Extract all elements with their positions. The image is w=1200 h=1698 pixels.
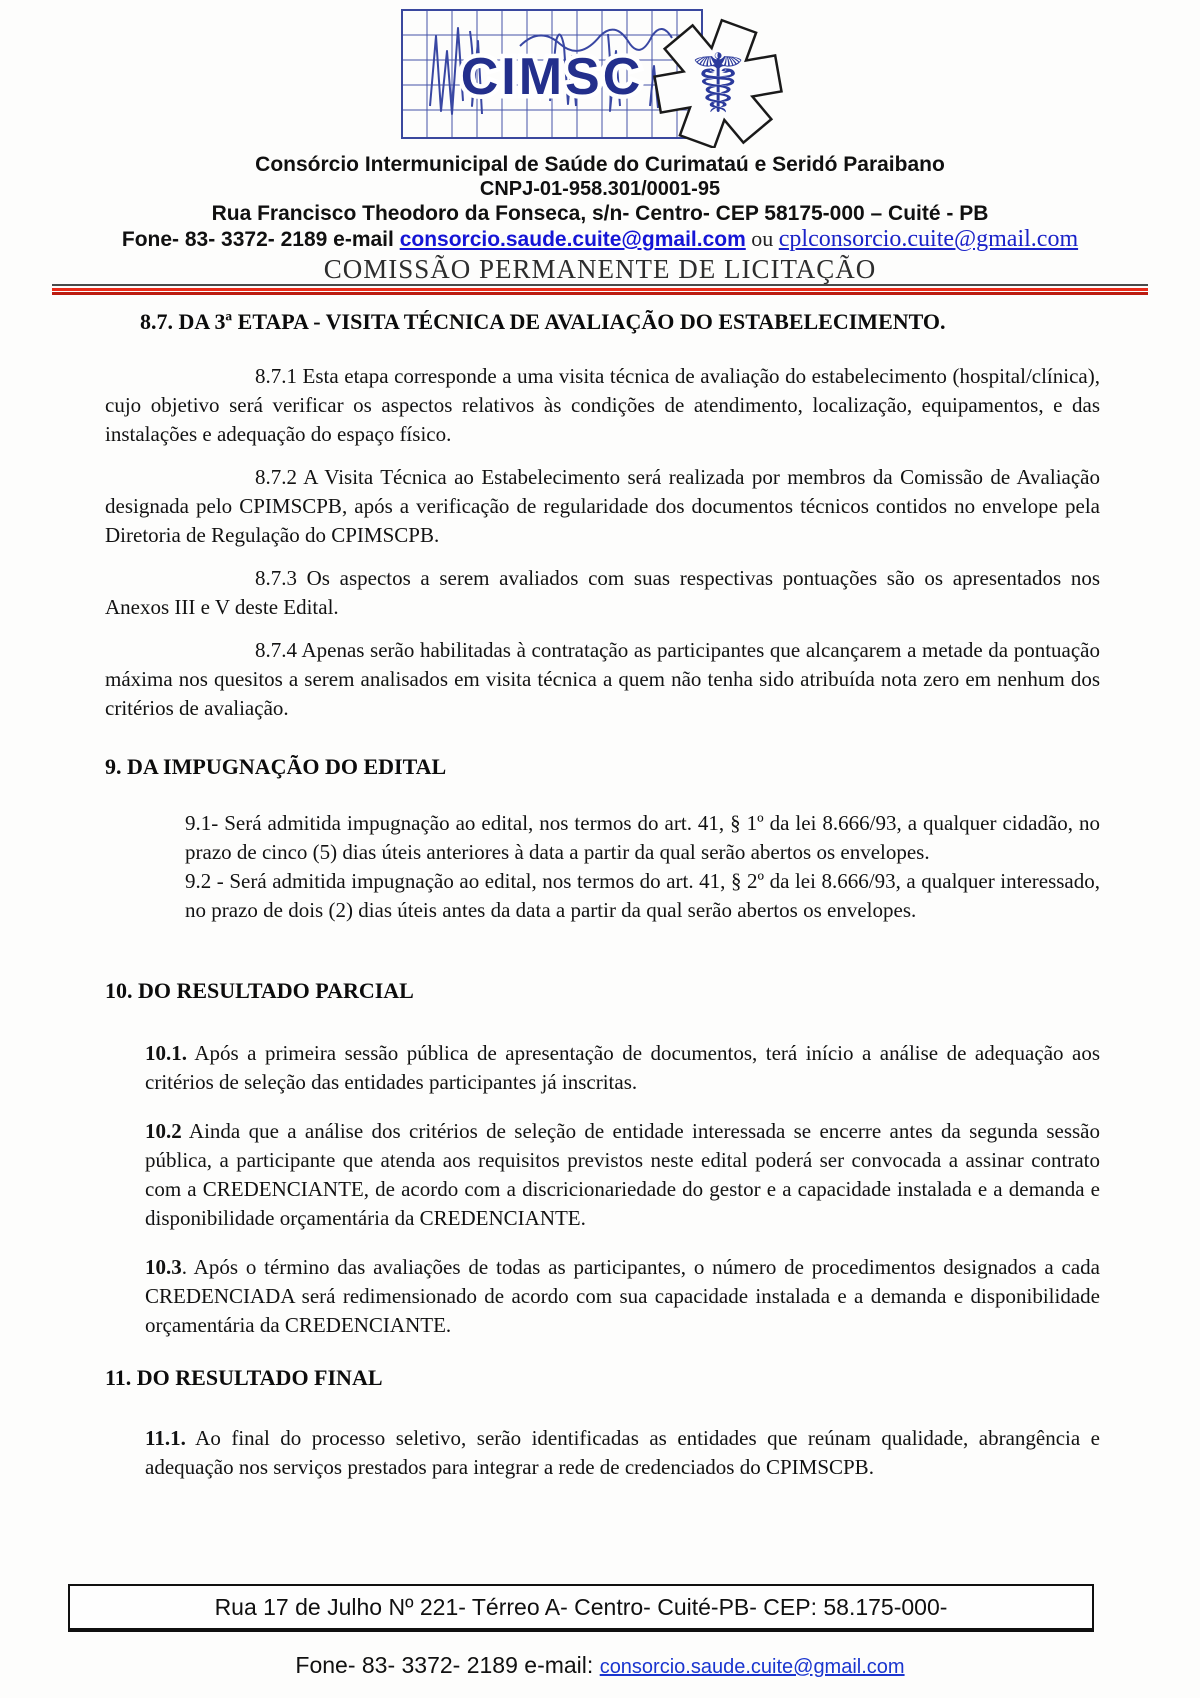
red-divider: [52, 284, 1148, 295]
clause-number: 10.3: [145, 1255, 182, 1279]
divider-red-thin-line: [52, 292, 1148, 295]
paragraph-8-7-1: 8.7.1 Esta etapa corresponde a uma visita técnica de avaliação do estabelecimento (hospital/clínica), cujo objetivo será verificar os aspectos relativos às condições de atendimento, localização, equipamentos, e das instalações e adequação do espaço físico.: [105, 364, 1100, 446]
org-name: Consórcio Intermunicipal de Saúde do Curimataú e Seridó Paraibano: [255, 153, 945, 176]
divider-red-thick-line: [52, 288, 1148, 291]
clause-text: . Após o término das avaliações de todas as participantes, o número de procedimentos designados a cada CREDENCIADA será redimensionado de acordo com sua capacidade instalada e a demanda e disponibilidade orçamentária da CREDENCIANTE.: [145, 1255, 1100, 1337]
paragraph-9-1: 9.1- Será admitida impugnação ao edital, nos termos do art. 41, § 1º da lei 8.666/93, a qualquer cidadão, no prazo de cinco (5) dias úteis anteriores à data a partir da qual serão abertos os envelopes.: [185, 811, 1100, 864]
paragraph-8-7-2: 8.7.2 A Visita Técnica ao Estabelecimento será realizada por membros da Comissão de Avaliação designada pelo CPIMSCPB, após a verificação de regularidade dos documentos técnicos contidos no envelope pela Diretoria de Regulação do CPIMSCPB.: [105, 465, 1100, 547]
section-10-heading: 10. DO RESULTADO PARCIAL: [105, 978, 414, 1003]
email-separator: ou: [745, 226, 779, 251]
committee-title: COMISSÃO PERMANENTE DE LICITAÇÃO: [323, 254, 877, 284]
letterhead: [0, 0, 1200, 284]
clause-number: 10.1.: [145, 1041, 187, 1065]
clause-number: 11.1.: [145, 1426, 186, 1450]
footer-phone-prefix: Fone- 83- 3372- 2189 e-mail:: [295, 1652, 600, 1678]
org-address: Rua Francisco Theodoro da Fonseca, s/n- Centro- CEP 58175-000 – Cuité - PB: [211, 202, 989, 225]
divider-black-line: [52, 284, 1148, 286]
paragraph-10-2: [145, 1117, 1100, 1233]
paragraph-9-2: 9.2 - Será admitida impugnação ao edital, nos termos do art. 41, § 2º da lei 8.666/93, a qualquer interessado, no prazo de dois (2) dias úteis antes da data a partir da qual serão abertos os envelopes.: [185, 869, 1100, 922]
org-cnpj: CNPJ-01-958.301/0001-95: [479, 178, 721, 200]
org-logo-graphic: [400, 6, 800, 148]
logo-acronym: CIMSC: [460, 48, 644, 106]
footer-email[interactable]: consorcio.saude.cuite@gmail.com: [599, 1656, 905, 1678]
org-logo: [400, 6, 800, 148]
org-email-secondary[interactable]: cplconsorcio.cuite@gmail.com: [778, 226, 1079, 252]
paragraph-10-3: [145, 1253, 1100, 1340]
section-11-heading: 11. DO RESULTADO FINAL: [105, 1365, 383, 1390]
paragraph-11-1: [145, 1424, 1100, 1482]
footer-address: Rua 17 de Julho Nº 221- Térreo A- Centro- Cuité-PB- CEP: 58.175-000-: [214, 1593, 948, 1620]
caduceus-icon: ☤: [690, 37, 746, 132]
footer-address-box: [68, 1584, 1094, 1632]
paragraph-8-7-3: 8.7.3 Os aspectos a serem avaliados com suas respectivas pontuações são os apresentados nos Anexos III e V deste Edital.: [105, 566, 1100, 619]
clause-text: Ao final do processo seletivo, serão identificadas as entidades que reúnam qualidade, abrangência e adequação nos serviços prestados para integrar a rede de credenciados do CPIMSCPB.: [145, 1426, 1100, 1479]
section-8-7-heading: 8.7. DA 3ª ETAPA - VISITA TÉCNICA DE AVALIAÇÃO DO ESTABELECIMENTO.: [140, 309, 946, 334]
org-phone-line: [0, 226, 1200, 253]
paragraph-10-1: [145, 1039, 1100, 1097]
document-body: [0, 308, 1200, 1482]
org-phone-prefix: Fone- 83- 3372- 2189 e-mail: [121, 228, 400, 251]
clause-text: Ainda que a análise dos critérios de seleção de entidade interessada se encerre antes da segunda sessão pública, a participante que atenda aos requisitos previstos neste edital poderá ser convocada a assinar contrato com a CREDENCIANTE, de acordo com a discricionariedade do gestor e a capacidade instalada e a demanda e disponibilidade orçamentária da CREDENCIANTE.: [145, 1119, 1100, 1230]
clause-number: 10.2: [145, 1119, 182, 1143]
org-email-primary[interactable]: consorcio.saude.cuite@gmail.com: [399, 228, 746, 251]
clause-text: Após a primeira sessão pública de apresentação de documentos, terá início a análise de adequação aos critérios de seleção das entidades participantes já inscritas.: [145, 1041, 1100, 1094]
section-9-heading: 9. DA IMPUGNAÇÃO DO EDITAL: [105, 754, 447, 779]
paragraph-8-7-4: 8.7.4 Apenas serão habilitadas à contratação as participantes que alcançarem a metade da pontuação máxima nos quesitos a serem analisados em visita técnica a quem não tenha sido atribuída nota zero em nenhum dos critérios de avaliação.: [105, 638, 1100, 720]
footer-phone-line: [0, 1652, 1200, 1679]
